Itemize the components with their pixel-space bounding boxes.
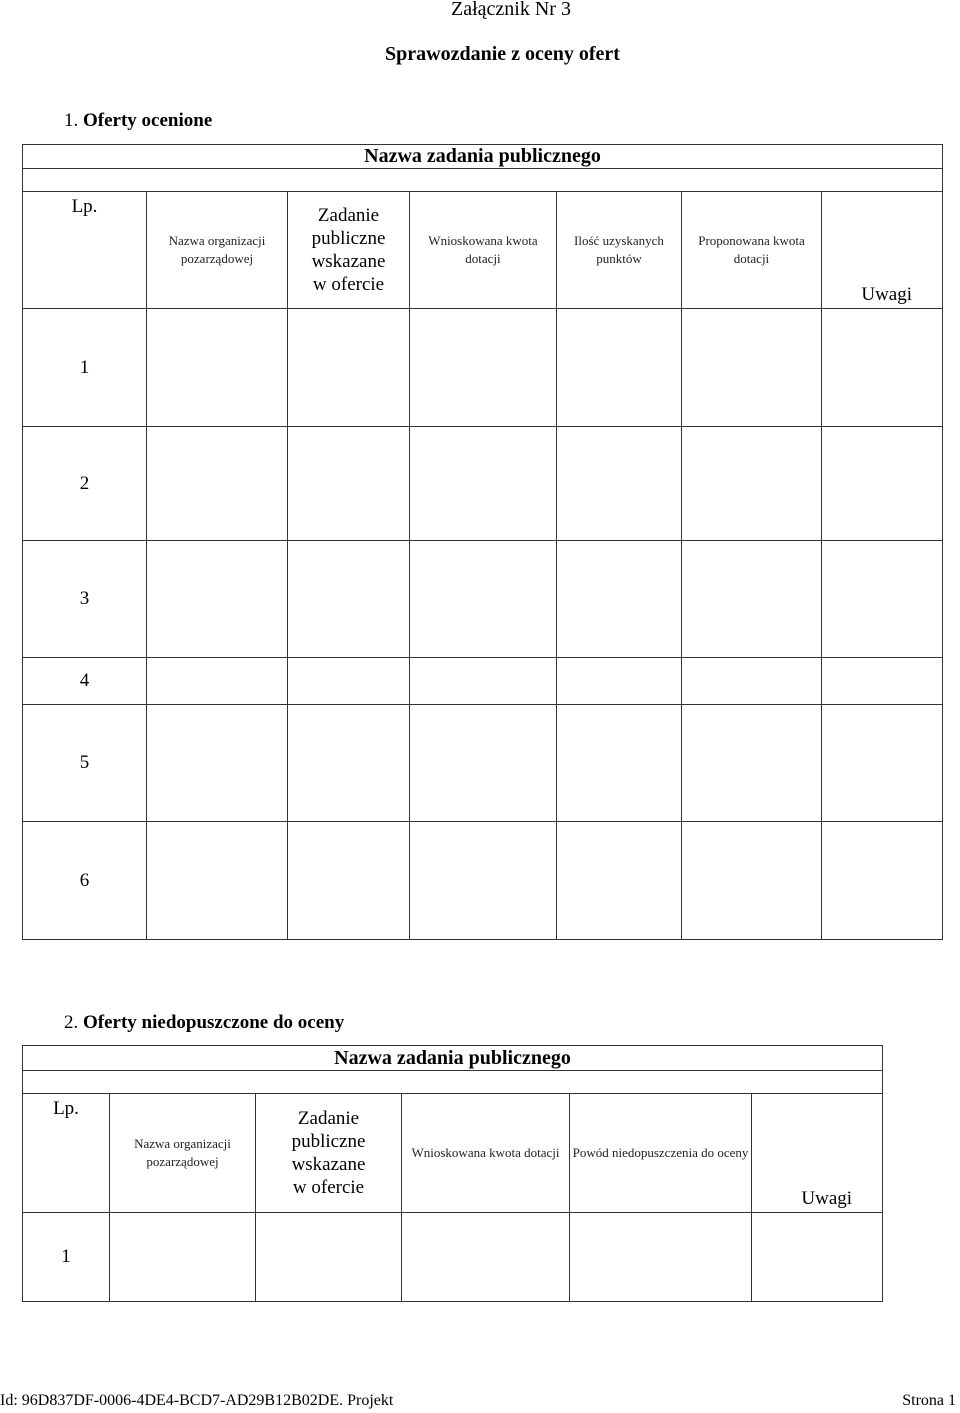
row-number: 1 <box>23 309 147 427</box>
header-points: Ilość uzyskanych punktów <box>557 192 682 309</box>
cell-notes[interactable] <box>822 822 943 940</box>
table-row <box>23 822 943 940</box>
page-number: Strona 1 <box>902 1392 956 1409</box>
cell-organization[interactable] <box>147 309 288 427</box>
section1-heading-text: Oferty ocenione <box>83 110 213 131</box>
cell-points[interactable] <box>557 309 682 427</box>
section1-number: 1. <box>64 110 79 131</box>
task-name-header: Nazwa zadania publicznego <box>23 145 943 169</box>
column-header-row <box>23 192 943 309</box>
cell-notes[interactable] <box>822 309 943 427</box>
cell-requested-amount[interactable] <box>410 705 557 822</box>
cell-points[interactable] <box>557 427 682 541</box>
header-organization: Nazwa organizacji pozarządowej <box>110 1094 256 1213</box>
cell-requested-amount[interactable] <box>410 541 557 658</box>
header-public-task-line1: Zadanie <box>297 1108 360 1129</box>
cell-organization[interactable] <box>147 822 288 940</box>
cell-points[interactable] <box>557 705 682 822</box>
cell-organization[interactable] <box>147 427 288 541</box>
blank-row <box>23 1071 883 1094</box>
header-public-task-line4: w ofercie <box>292 1177 365 1198</box>
table-row <box>23 427 943 541</box>
cell-organization[interactable] <box>147 658 288 705</box>
cell-points[interactable] <box>557 658 682 705</box>
section2-number: 2. <box>64 1012 79 1033</box>
cell-requested-amount[interactable] <box>410 309 557 427</box>
task-name-row <box>23 145 943 169</box>
table-row <box>23 309 943 427</box>
row-number: 6 <box>23 822 147 940</box>
section1-heading <box>64 110 212 132</box>
cell-notes[interactable] <box>752 1213 883 1302</box>
column-header-row <box>23 1094 883 1213</box>
cell-requested-amount[interactable] <box>410 822 557 940</box>
header-public-task-line4: w ofercie <box>312 274 385 295</box>
rejected-offers-table <box>22 1045 883 1302</box>
cell-public-task[interactable] <box>288 822 410 940</box>
table-row <box>23 1213 883 1302</box>
cell-public-task[interactable] <box>288 309 410 427</box>
header-public-task-line2: publiczne <box>311 228 386 249</box>
cell-public-task[interactable] <box>288 705 410 822</box>
cell-public-task[interactable] <box>288 541 410 658</box>
header-public-task <box>256 1094 402 1213</box>
cell-proposed-amount[interactable] <box>682 427 822 541</box>
attachment-label: Załącznik Nr 3 <box>451 0 571 20</box>
header-organization: Nazwa organizacji pozarządowej <box>147 192 288 309</box>
header-public-task-line1: Zadanie <box>317 205 380 226</box>
header-public-task-line3: wskazane <box>311 251 386 272</box>
cell-proposed-amount[interactable] <box>682 658 822 705</box>
cell-notes[interactable] <box>822 658 943 705</box>
header-lp: Lp. <box>23 1094 110 1213</box>
cell-points[interactable] <box>557 822 682 940</box>
evaluated-offers-table <box>22 144 943 940</box>
task-name-value-cell[interactable] <box>23 1071 883 1094</box>
cell-rejection-reason[interactable] <box>570 1213 752 1302</box>
row-number: 1 <box>23 1213 110 1302</box>
cell-public-task[interactable] <box>256 1213 402 1302</box>
cell-organization[interactable] <box>147 705 288 822</box>
cell-notes[interactable] <box>822 541 943 658</box>
blank-row <box>23 169 943 192</box>
header-lp: Lp. <box>23 192 147 309</box>
header-rejection-reason: Powód niedopuszczenia do oceny <box>570 1094 752 1213</box>
cell-public-task[interactable] <box>288 658 410 705</box>
header-public-task-line2: publiczne <box>291 1131 366 1152</box>
cell-organization[interactable] <box>110 1213 256 1302</box>
header-requested-amount: Wnioskowana kwota dotacji <box>410 192 557 309</box>
table-row <box>23 705 943 822</box>
table-row <box>23 541 943 658</box>
row-number: 2 <box>23 427 147 541</box>
task-name-row <box>23 1046 883 1071</box>
row-number: 5 <box>23 705 147 822</box>
cell-notes[interactable] <box>822 427 943 541</box>
document-title: Sprawozdanie z oceny ofert <box>385 43 620 65</box>
cell-requested-amount[interactable] <box>410 658 557 705</box>
cell-notes[interactable] <box>822 705 943 822</box>
cell-points[interactable] <box>557 541 682 658</box>
header-public-task <box>288 192 410 309</box>
cell-requested-amount[interactable] <box>410 427 557 541</box>
cell-proposed-amount[interactable] <box>682 309 822 427</box>
cell-proposed-amount[interactable] <box>682 705 822 822</box>
row-number: 3 <box>23 541 147 658</box>
section2-heading-text: Oferty niedopuszczone do oceny <box>83 1012 345 1033</box>
cell-proposed-amount[interactable] <box>682 541 822 658</box>
task-name-value-cell[interactable] <box>23 169 943 192</box>
section2-heading <box>64 1012 344 1034</box>
header-notes: Uwagi <box>822 192 943 309</box>
cell-proposed-amount[interactable] <box>682 822 822 940</box>
header-proposed-amount: Proponowana kwota dotacji <box>682 192 822 309</box>
task-name-header: Nazwa zadania publicznego <box>23 1046 883 1071</box>
cell-requested-amount[interactable] <box>402 1213 570 1302</box>
cell-organization[interactable] <box>147 541 288 658</box>
row-number: 4 <box>23 658 147 705</box>
cell-public-task[interactable] <box>288 427 410 541</box>
document-id: Id: 96D837DF-0006-4DE4-BCD7-AD29B12B02DE. Projekt <box>0 1392 394 1409</box>
table-row <box>23 658 943 705</box>
header-requested-amount: Wnioskowana kwota dotacji <box>402 1094 570 1213</box>
header-notes: Uwagi <box>752 1094 883 1213</box>
header-public-task-line3: wskazane <box>291 1154 366 1175</box>
